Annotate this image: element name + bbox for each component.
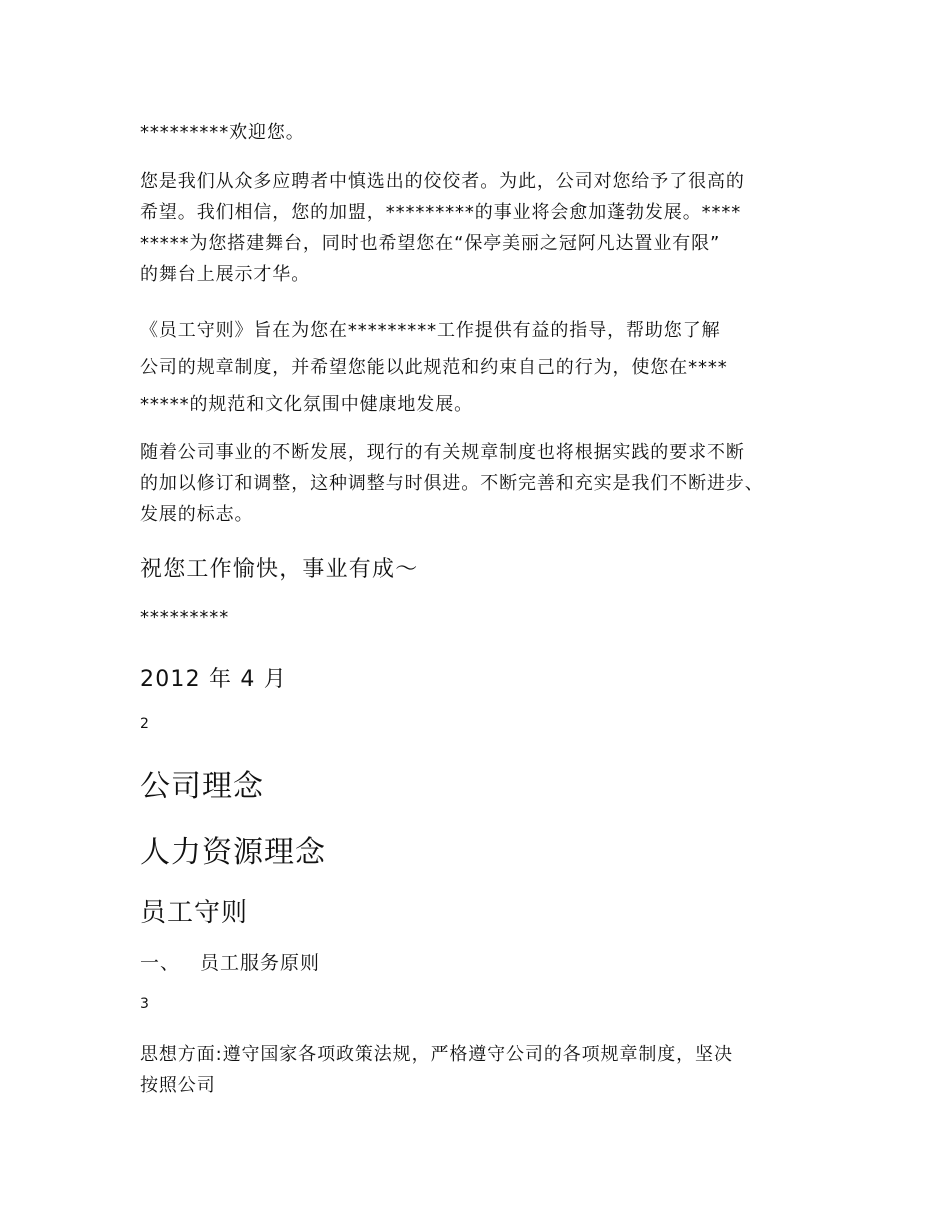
ideology-line: 思想方面:遵守国家各项政策法规，严格遵守公司的各项规章制度，坚决 xyxy=(140,1044,733,1065)
date-line: 2012 年 4 月 xyxy=(140,667,287,692)
purpose-paragraph xyxy=(140,312,728,423)
section-heading xyxy=(140,948,320,975)
heading-employee-code: 员工守则 xyxy=(140,898,249,928)
section-title: 员工服务原则 xyxy=(200,952,321,974)
signature: ********* xyxy=(140,607,230,628)
ideology-paragraph xyxy=(140,1039,733,1101)
intro-paragraph xyxy=(140,166,745,290)
purpose-line: 《员工守则》旨在为您在*********工作提供有益的指导，帮助您了解 xyxy=(140,320,721,341)
heading-company-philosophy: 公司理念 xyxy=(140,769,264,804)
purpose-line: *****的规范和文化氛围中健康地发展。 xyxy=(140,394,473,415)
section-number: 一、 xyxy=(140,952,181,974)
welcome-text: *********欢迎您。 xyxy=(140,122,305,143)
development-line: 的加以修订和调整，这种调整与时俱进。不断完善和充实是我们不断进步、 xyxy=(140,473,764,494)
page-number: 3 xyxy=(140,996,149,1012)
development-line: 随着公司事业的不断发展，现行的有关规章制度也将根据实践的要求不断 xyxy=(140,442,745,463)
development-paragraph xyxy=(140,437,764,530)
welcome-line xyxy=(140,117,305,148)
intro-line: 的舞台上展示才华。 xyxy=(140,264,311,285)
intro-line: *****为您搭建舞台，同时也希望您在“保亭美丽之冠阿凡达置业有限” xyxy=(140,233,721,254)
intro-line: 您是我们从众多应聘者中慎选出的佼佼者。为此，公司对您给予了很高的 xyxy=(140,171,745,192)
development-line: 发展的标志。 xyxy=(140,504,254,525)
purpose-line: 公司的规章制度，并希望您能以此规范和约束自己的行为，使您在**** xyxy=(140,357,728,378)
page-number: 2 xyxy=(140,716,149,732)
heading-hr-philosophy: 人力资源理念 xyxy=(140,835,326,870)
intro-line: 希望。我们相信，您的加盟，*********的事业将会愈加蓬勃发展。**** xyxy=(140,202,742,223)
ideology-line: 按照公司 xyxy=(140,1075,216,1096)
closing-wish: 祝您工作愉快，事业有成～ xyxy=(140,557,419,582)
